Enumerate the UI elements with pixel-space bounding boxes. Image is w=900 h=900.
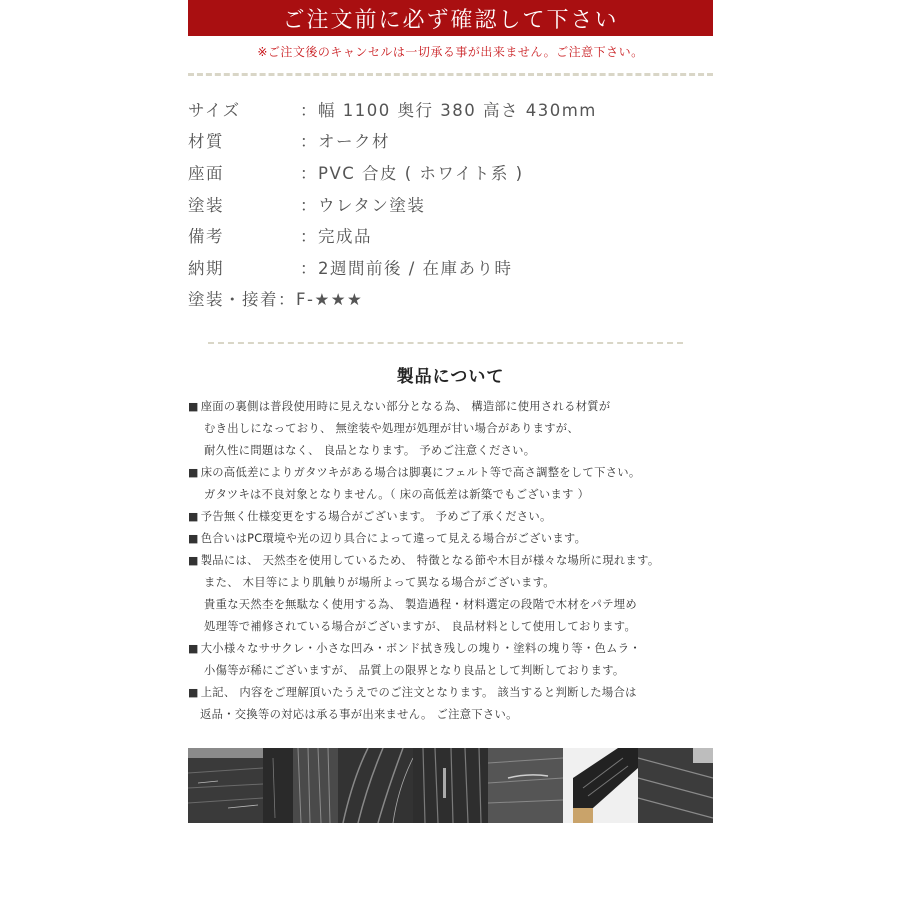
divider-top xyxy=(188,73,713,76)
note-text: 床の高低差によりガタツキがある場合は脚裏にフェルト等で高さ調整をして下さい。 xyxy=(200,466,641,479)
spec-value: ：F-★★★ xyxy=(278,290,364,310)
spec-row-delivery xyxy=(188,251,713,283)
note-text: 色合いはPC環境や光の辺り具合によって違って見える場合がございます。 xyxy=(200,532,587,545)
spec-label: 塗装・接着 xyxy=(188,290,278,310)
cancellation-notice: ※ご注文後のキャンセルは一切承る事が出来ません。ご注意下さい。 xyxy=(257,45,644,59)
wood-grain-photo-3 xyxy=(338,748,413,823)
wood-grain-photo-7 xyxy=(638,748,713,823)
note-text: 耐久性に問題はなく、 良品となります。 予めご注意ください。 xyxy=(204,444,536,457)
note-text: 小傷等が稀にございますが、 品質上の限界となり良品として判断しております。 xyxy=(204,664,625,677)
note-text: また、 木目等により肌触りが場所よって異なる場合がございます。 xyxy=(204,576,555,589)
note-text: 処理等で補修されている場合がございますが、 良品材料として使用しております。 xyxy=(204,620,637,633)
divider-middle xyxy=(208,342,683,344)
spec-row-remarks xyxy=(188,219,713,251)
note-line xyxy=(188,396,713,418)
note-text: 大小様々なササクレ・小さな凹み・ボンド拭き残しの塊り・塗料の塊り等・色ムラ・ xyxy=(200,642,641,655)
product-notes xyxy=(188,396,713,726)
note-text: 返品・交換等の対応は承る事が出来ません。 ご注意下さい。 xyxy=(200,708,518,721)
spec-row-finish xyxy=(188,188,713,220)
spec-row-seat xyxy=(188,156,713,188)
note-line xyxy=(188,462,713,484)
spec-value: ：幅 1100 奥行 380 高さ 430mm xyxy=(300,100,597,120)
note-line xyxy=(188,616,713,638)
warning-banner xyxy=(188,0,713,36)
spec-value: ：完成品 xyxy=(300,227,372,247)
square-bullet-icon: ■ xyxy=(188,554,199,567)
section-title: 製品について xyxy=(396,367,505,387)
note-line xyxy=(188,506,713,528)
note-line xyxy=(188,484,713,506)
wood-detail-photos xyxy=(188,748,713,823)
note-text: 製品には、 天然杢を使用しているため、 特徴となる節や木目が様々な場所に現れます。 xyxy=(200,554,660,567)
spec-label: 備考 xyxy=(188,227,224,247)
note-line xyxy=(188,682,713,704)
note-line xyxy=(188,594,713,616)
spec-value: ：2週間前後 / 在庫あり時 xyxy=(300,258,513,278)
note-text: ガタツキは不良対象となりません。（ 床の高低差は新築でもございます ） xyxy=(204,488,590,501)
spec-row-material xyxy=(188,125,713,157)
square-bullet-icon: ■ xyxy=(188,642,199,655)
note-line xyxy=(188,418,713,440)
note-line xyxy=(188,550,713,572)
wood-grain-photo-1 xyxy=(188,748,263,823)
square-bullet-icon: ■ xyxy=(188,532,199,545)
spec-table xyxy=(188,93,713,314)
wood-grain-photo-6 xyxy=(563,748,638,823)
spec-value: ：オーク材 xyxy=(300,132,390,152)
note-line xyxy=(188,528,713,550)
square-bullet-icon: ■ xyxy=(188,400,199,413)
square-bullet-icon: ■ xyxy=(188,686,199,699)
note-line xyxy=(188,440,713,462)
note-line xyxy=(188,638,713,660)
note-text: 貴重な天然杢を無駄なく使用する為、 製造過程・材料選定の段階で木材をパテ埋め xyxy=(204,598,637,611)
note-line xyxy=(188,704,713,726)
note-line xyxy=(188,660,713,682)
spec-value: ：PVC 合皮 ( ホワイト系 ) xyxy=(300,163,524,183)
spec-label: 塗装 xyxy=(188,195,224,215)
spec-row-size xyxy=(188,93,713,125)
spec-row-formaldehyde xyxy=(188,283,713,315)
spec-label: 納期 xyxy=(188,258,224,278)
spec-label: 座面 xyxy=(188,163,224,183)
wood-grain-photo-4 xyxy=(413,748,488,823)
banner-title: ご注文前に必ず確認して下さい xyxy=(282,7,619,33)
note-text: 座面の裏側は普段使用時に見えない部分となる為、 構造部に使用される材質が xyxy=(200,400,611,413)
note-text: むき出しになっており、 無塗装や処理が処理が甘い場合がありますが、 xyxy=(204,422,579,435)
note-text: 予告無く仕様変更をする場合がございます。 予めご了承ください。 xyxy=(200,510,552,523)
spec-label: 材質 xyxy=(188,132,224,152)
wood-grain-photo-2 xyxy=(263,748,338,823)
wood-grain-photo-5 xyxy=(488,748,563,823)
spec-value: ：ウレタン塗装 xyxy=(300,195,426,215)
spec-label: サイズ xyxy=(188,100,241,120)
square-bullet-icon: ■ xyxy=(188,510,199,523)
note-text: 上記、 内容をご理解頂いたうえでのご注文となります。 該当すると判断した場合は xyxy=(200,686,637,699)
square-bullet-icon: ■ xyxy=(188,466,199,479)
note-line xyxy=(188,572,713,594)
